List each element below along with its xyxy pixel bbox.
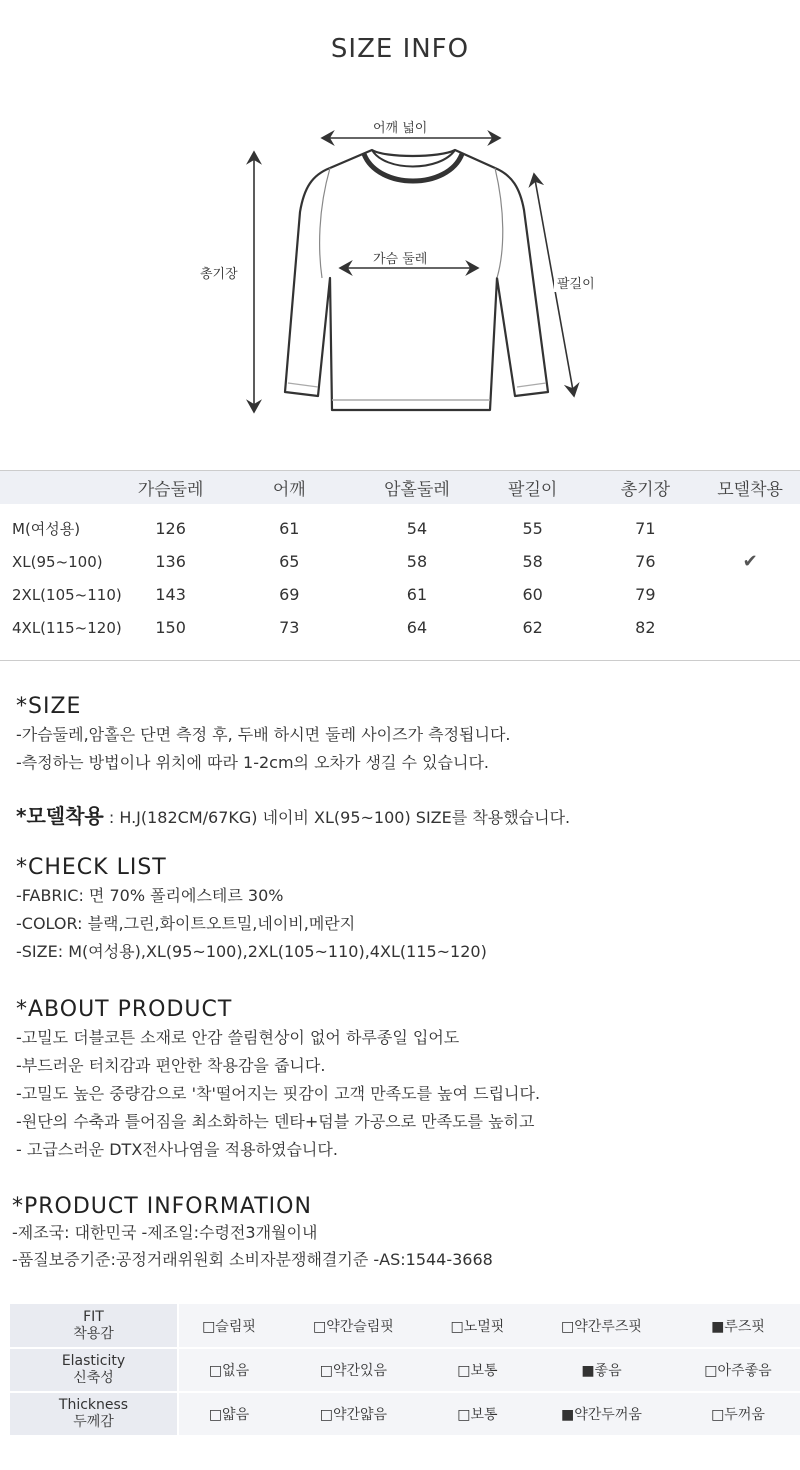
check-list-line: -COLOR: 블랙,그린,화이트오트밀,네이비,메란지 xyxy=(16,914,356,933)
product-info-line: -품질보증기준:공정거래위원회 소비자분쟁해결기준 -AS:1544-3668 xyxy=(12,1250,493,1269)
about-line: - 고급스러운 DTX전사나염을 적용하였습니다. xyxy=(16,1140,338,1159)
table-cell: 65 xyxy=(279,552,300,571)
size-name: 2XL(105~110) xyxy=(12,585,122,604)
thickness-label xyxy=(10,1392,178,1436)
size-table-header xyxy=(0,470,800,504)
thickness-row xyxy=(10,1392,800,1436)
about-line: -고밀도 높은 중량감으로 '착'떨어지는 핏감이 고객 만족도를 높여 드립니다. xyxy=(16,1084,541,1103)
header-cell: 어깨 xyxy=(272,479,306,500)
table-cell: 136 xyxy=(155,552,186,571)
thickness-option: □보통 xyxy=(428,1392,527,1436)
garment-diagram xyxy=(0,100,800,430)
table-cell: 60 xyxy=(522,585,543,604)
fit-option: □약간루즈핏 xyxy=(527,1304,676,1348)
fit-label xyxy=(10,1304,178,1348)
fit-row xyxy=(10,1304,800,1348)
check-list-section xyxy=(16,855,487,966)
table-cell: 76 xyxy=(635,552,656,571)
model-wearing-text: : H.J(182CM/67KG) 네이비 XL(95~100) SIZE를 착용했습니다. xyxy=(103,808,571,827)
size-name: M(여성용) xyxy=(12,520,81,538)
table-cell: 71 xyxy=(635,519,656,538)
table-cell: 73 xyxy=(279,618,300,637)
check-list-line: -SIZE: M(여성용),XL(95~100),2XL(105~110),4XL(115~120) xyxy=(16,942,487,961)
size-table xyxy=(0,470,800,644)
table-cell: 69 xyxy=(279,585,300,604)
header-cell: 총기장 xyxy=(620,479,670,500)
table-row xyxy=(0,545,800,578)
fit-table xyxy=(10,1304,800,1437)
table-row xyxy=(0,611,800,644)
page-title: SIZE INFO xyxy=(330,34,470,64)
table-top-divider xyxy=(0,470,800,471)
table-cell: 55 xyxy=(522,519,543,538)
fit-option: □노멀핏 xyxy=(428,1304,527,1348)
table-cell: 54 xyxy=(406,519,428,538)
about-line: -원단의 수축과 틀어짐을 최소화하는 덴타+덤블 가공으로 만족도를 높히고 xyxy=(16,1112,535,1131)
size-notes-section xyxy=(16,694,511,777)
about-line: -부드러운 터치감과 편안한 착용감을 줍니다. xyxy=(16,1056,326,1075)
check-list-line: -FABRIC: 면 70% 폴리에스테르 30% xyxy=(16,886,284,905)
thickness-option: □두꺼움 xyxy=(676,1392,800,1436)
table-row xyxy=(0,578,800,611)
header-cell: 모델착용 xyxy=(717,479,783,500)
chest-label: 가슴 둘레 xyxy=(370,248,430,267)
table-cell: 61 xyxy=(279,519,300,538)
size-name: XL(95~100) xyxy=(12,552,103,571)
header-cell: 가슴둘레 xyxy=(137,479,204,500)
fit-option: □슬림핏 xyxy=(178,1304,279,1348)
model-wearing-line xyxy=(16,800,570,829)
size-note-line: -가슴둘레,암홀은 단면 측정 후, 두배 하시면 둘레 사이즈가 측정됩니다. xyxy=(16,725,511,744)
elasticity-option: ■좋음 xyxy=(527,1348,676,1392)
table-cell: 61 xyxy=(406,585,428,604)
table-cell: 126 xyxy=(155,519,186,538)
about-product-heading: *ABOUT PRODUCT xyxy=(16,997,233,1022)
elasticity-option: □아주좋음 xyxy=(676,1348,800,1392)
model-check-cell xyxy=(700,611,800,644)
header-cell: 암홀둘레 xyxy=(384,479,450,500)
table-bottom-divider xyxy=(0,660,800,661)
thickness-label-en: Thickness xyxy=(58,1397,129,1413)
elasticity-option: □약간있음 xyxy=(279,1348,428,1392)
elasticity-label-en: Elasticity xyxy=(61,1353,126,1369)
thickness-option: □약간얇음 xyxy=(279,1392,428,1436)
product-info-heading: *PRODUCT INFORMATION xyxy=(12,1194,312,1219)
elasticity-label xyxy=(10,1348,178,1392)
table-cell: 62 xyxy=(522,618,543,637)
shoulder-label: 어깨 넓이 xyxy=(370,117,430,136)
model-wearing-label: *모델착용 xyxy=(16,804,104,828)
check-list-heading: *CHECK LIST xyxy=(16,855,167,880)
length-label: 총기장 xyxy=(197,263,241,282)
size-notes-heading: *SIZE xyxy=(16,694,82,719)
table-cell: 64 xyxy=(406,618,428,637)
table-cell: 143 xyxy=(155,585,186,604)
table-cell: 79 xyxy=(635,585,656,604)
header-cell xyxy=(0,470,122,504)
fit-option: □약간슬림핏 xyxy=(279,1304,428,1348)
model-check-cell xyxy=(700,578,800,611)
table-cell: 58 xyxy=(406,552,428,571)
elasticity-option: □보통 xyxy=(428,1348,527,1392)
elasticity-label-ko: 신축성 xyxy=(73,1370,114,1386)
table-cell: 150 xyxy=(155,618,186,637)
fit-option: ■루즈핏 xyxy=(676,1304,800,1348)
product-info-section xyxy=(12,1194,493,1273)
about-line: -고밀도 더블코튼 소재로 안감 쓸림현상이 없어 하루종일 입어도 xyxy=(16,1028,460,1047)
table-row xyxy=(0,504,800,545)
thickness-option: ■약간두꺼움 xyxy=(527,1392,676,1436)
fit-label-ko: 착용감 xyxy=(73,1325,114,1342)
thickness-option: □얇음 xyxy=(178,1392,279,1436)
table-cell: 58 xyxy=(522,552,543,571)
elasticity-option: □없음 xyxy=(178,1348,279,1392)
table-cell: 82 xyxy=(635,618,656,637)
model-check-cell xyxy=(700,504,800,545)
elasticity-row xyxy=(10,1348,800,1392)
size-name: 4XL(115~120) xyxy=(12,618,122,637)
thickness-label-ko: 두께감 xyxy=(73,1414,114,1430)
fit-label-en: FIT xyxy=(83,1308,104,1325)
product-info-line: -제조국: 대한민국 -제조일:수령전3개월이내 xyxy=(12,1223,318,1242)
about-product-section xyxy=(16,997,540,1164)
checkmark-icon: ✔ xyxy=(742,551,758,572)
sleeve-label: 팔길이 xyxy=(554,273,598,292)
size-note-line: -측정하는 방법이나 위치에 따라 1-2cm의 오차가 생길 수 있습니다. xyxy=(16,753,490,772)
header-cell: 팔길이 xyxy=(508,479,558,500)
